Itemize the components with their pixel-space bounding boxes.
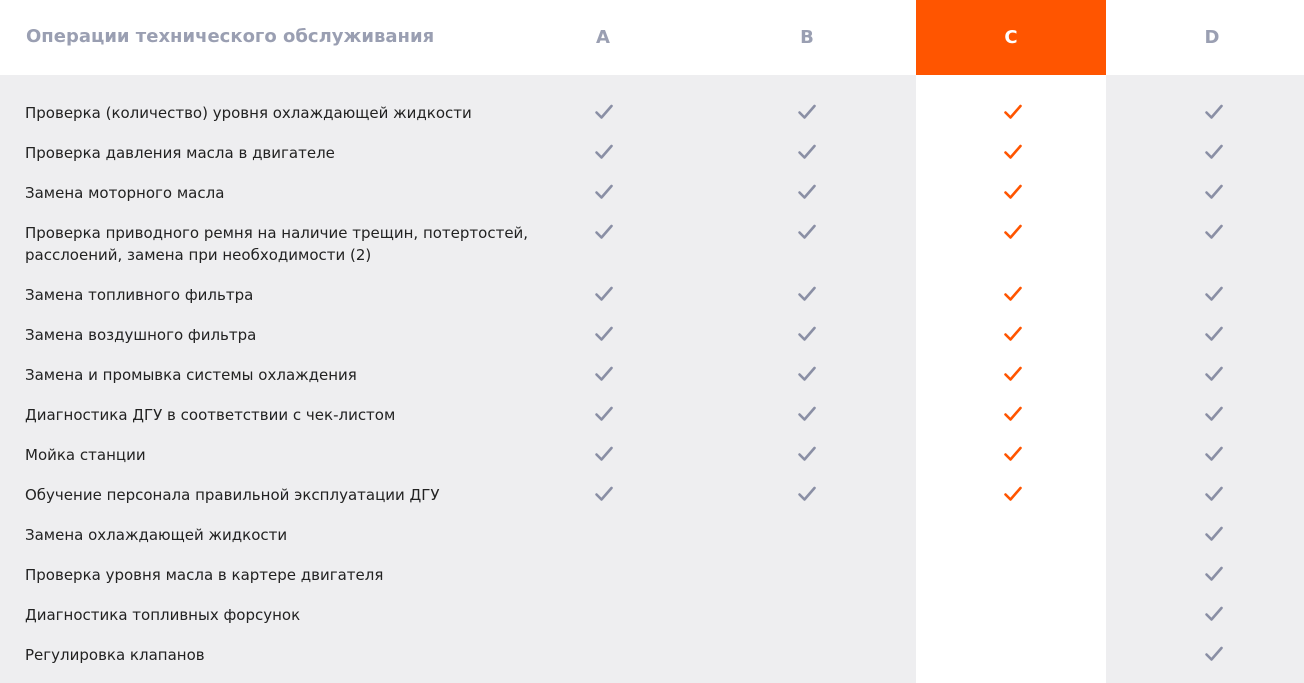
- table-title: Операции технического обслуживания: [26, 26, 435, 47]
- check-icon: [592, 322, 616, 346]
- check-icon: [1001, 402, 1025, 426]
- row-label: Проверка уровня масла в картере двигателя: [25, 566, 384, 584]
- check-icon: [1001, 220, 1025, 244]
- check-icon: [1202, 282, 1226, 306]
- row-label: Замена топливного фильтра: [25, 286, 254, 304]
- check-icon: [795, 100, 819, 124]
- check-icon: [592, 180, 616, 204]
- row-label: Проверка приводного ремня на наличие трещин, потертостей, расслоений, замена при необходимости (2): [25, 224, 529, 264]
- row-label: Регулировка клапанов: [25, 646, 205, 664]
- check-icon: [795, 322, 819, 346]
- check-icon: [592, 442, 616, 466]
- column-header-b: B: [800, 27, 814, 48]
- check-icon: [1202, 100, 1226, 124]
- check-icon: [1001, 100, 1025, 124]
- check-icon: [795, 282, 819, 306]
- row-label: Мойка станции: [25, 446, 146, 464]
- row-label: Замена и промывка системы охлаждения: [25, 366, 357, 384]
- check-icon: [592, 402, 616, 426]
- table-header: [0, 0, 1304, 75]
- check-icon: [1202, 602, 1226, 626]
- check-icon: [592, 140, 616, 164]
- check-icon: [795, 180, 819, 204]
- check-icon: [1202, 402, 1226, 426]
- check-icon: [795, 482, 819, 506]
- check-icon: [592, 362, 616, 386]
- check-icon: [1001, 322, 1025, 346]
- check-icon: [795, 402, 819, 426]
- column-header-a: A: [596, 27, 610, 48]
- check-icon: [1001, 140, 1025, 164]
- check-icon: [1001, 442, 1025, 466]
- check-icon: [795, 140, 819, 164]
- check-icon: [592, 100, 616, 124]
- check-icon: [795, 442, 819, 466]
- check-icon: [795, 362, 819, 386]
- check-icon: [1202, 220, 1226, 244]
- check-icon: [1001, 482, 1025, 506]
- row-label: Проверка (количество) уровня охлаждающей жидкости: [25, 104, 472, 122]
- check-icon: [1001, 282, 1025, 306]
- row-label: Замена воздушного фильтра: [25, 326, 257, 344]
- check-icon: [1202, 482, 1226, 506]
- check-icon: [1202, 522, 1226, 546]
- check-icon: [1202, 562, 1226, 586]
- row-label: Замена моторного масла: [25, 184, 225, 202]
- check-icon: [1001, 362, 1025, 386]
- column-header-c: C: [916, 0, 1106, 75]
- check-icon: [592, 482, 616, 506]
- check-icon: [1001, 180, 1025, 204]
- check-icon: [1202, 322, 1226, 346]
- row-label: Проверка давления масла в двигателе: [25, 144, 335, 162]
- check-icon: [592, 220, 616, 244]
- row-label: Диагностика топливных форсунок: [25, 606, 301, 624]
- check-icon: [1202, 362, 1226, 386]
- row-label: Обучение персонала правильной эксплуатации ДГУ: [25, 486, 440, 504]
- check-icon: [1202, 140, 1226, 164]
- check-icon: [1202, 642, 1226, 666]
- check-icon: [1202, 442, 1226, 466]
- check-icon: [795, 220, 819, 244]
- column-header-d: D: [1204, 27, 1220, 48]
- check-icon: [592, 282, 616, 306]
- check-icon: [1202, 180, 1226, 204]
- row-label: Замена охлаждающей жидкости: [25, 526, 288, 544]
- row-label: Диагностика ДГУ в соответствии с чек-листом: [25, 406, 396, 424]
